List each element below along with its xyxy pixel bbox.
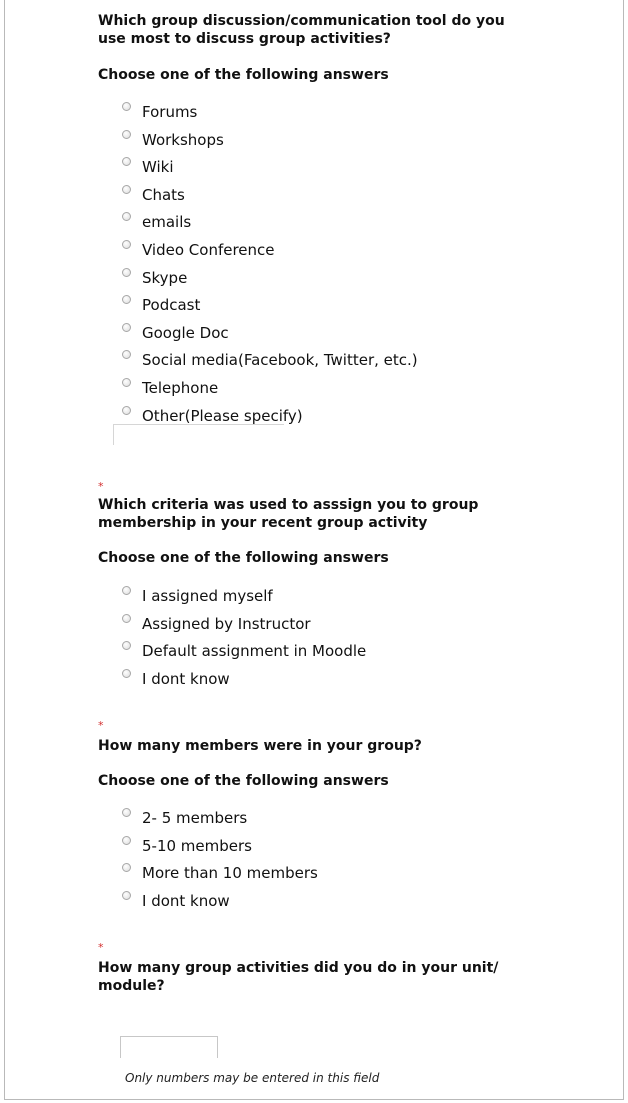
radio-button[interactable] [122,240,131,249]
question-3-title: How many members were in your group? [98,738,422,754]
radio-button[interactable] [122,891,131,900]
numbers-only-tip: Only numbers may be entered in this field [125,1071,380,1085]
question-3-help: Choose one of the following answers [98,773,389,789]
question-4-title: How many group activities did you do in your unit/ module? [98,960,499,994]
radio-button[interactable] [122,836,131,845]
question-2 [98,496,518,567]
radio-button[interactable] [122,102,131,111]
question-4 [98,959,518,995]
radio-button[interactable] [122,586,131,595]
required-marker: * [98,480,104,493]
radio-button[interactable] [122,323,131,332]
question-1-help: Choose one of the following answers [98,67,389,83]
radio-button[interactable] [122,130,131,139]
required-marker: * [98,719,104,732]
radio-button[interactable] [122,268,131,277]
question-1-title: Which group discussion/communication tool do you use most to discuss group activities? [98,13,505,47]
other-specify-input[interactable] [113,424,284,445]
activity-count-input[interactable] [120,1036,218,1058]
radio-button[interactable] [122,669,131,678]
radio-button[interactable] [122,614,131,623]
question-3 [98,737,518,790]
radio-button[interactable] [122,808,131,817]
radio-button[interactable] [122,406,131,415]
question-2-title: Which criteria was used to asssign you to group membership in your recent group activity [98,497,479,531]
radio-button[interactable] [122,378,131,387]
required-marker: * [98,941,104,954]
question-1 [98,12,518,84]
question-2-help: Choose one of the following answers [98,550,389,566]
radio-button[interactable] [122,185,131,194]
